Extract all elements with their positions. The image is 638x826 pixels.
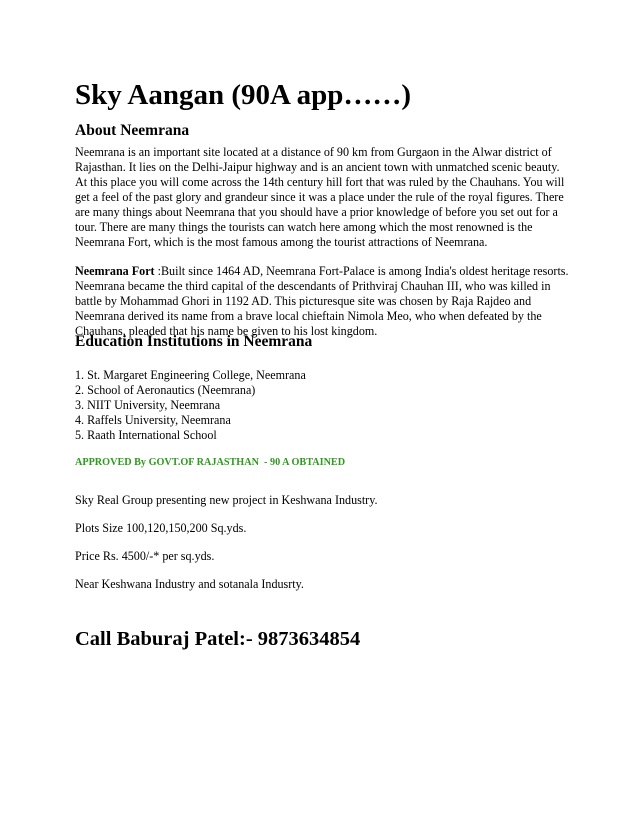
- about-heading: About Neemrana: [75, 122, 190, 139]
- list-item: 2. School of Aeronautics (Neemrana): [75, 383, 256, 397]
- plot-sizes: Plots Size 100,120,150,200 Sq.yds.: [75, 521, 247, 535]
- page-title: Sky Aangan (90A app……): [75, 79, 412, 111]
- location-info: Near Keshwana Industry and sotanala Indusrty.: [75, 577, 304, 591]
- list-item: 5. Raath International School: [75, 428, 217, 442]
- approval-notice: APPROVED By GOVT.OF RAJASTHAN - 90 A OBTAINED: [75, 457, 346, 468]
- list-item: 3. NIIT University, Neemrana: [75, 398, 221, 412]
- fort-label: Neemrana Fort: [75, 264, 155, 278]
- contact-line: Call Baburaj Patel:- 9873634854: [75, 628, 361, 650]
- education-heading: Education Institutions in Neemrana: [75, 333, 313, 350]
- fort-description: :Built since 1464 AD, Neemrana Fort-Palace is among India's oldest heritage resorts. Neemrana became the third capital of the descendants of Prithviraj Chauhan III, who was killed in battle by Mohammad Ghori in 1192 AD. This picturesque site was chosen by Raja Rajdeo and Neemrana derived its name from a brave local chieftain Nimola Meo, who when defeated by the Chauhans, pleaded that his name be given to his lost kingdom.: [75, 264, 569, 338]
- list-item: 4. Raffels University, Neemrana: [75, 413, 231, 427]
- price-info: Price Rs. 4500/-* per sq.yds.: [75, 549, 215, 563]
- about-paragraph: Neemrana is an important site located at a distance of 90 km from Gurgaon in the Alwar district of Rajasthan. It lies on the Delhi-Jaipur highway and is an ancient town with unmatched scenic beauty. At this place you will come across the 14th century hill fort that was ruled by the Chauhans. You will get a feel of the past glory and grandeur since it was a place under the rule of the royal figures. There are many things about Neemrana that you should have a prior knowledge of before you set out for a tour. There are many things the tourists can watch here among which the most renowned is the Neemrana Fort, which is the most famous among the tourist attractions of Neemrana.: [75, 145, 565, 249]
- list-item: 1. St. Margaret Engineering College, Neemrana: [75, 368, 306, 382]
- education-list: [75, 368, 306, 443]
- fort-paragraph: [75, 264, 570, 339]
- project-intro: Sky Real Group presenting new project in Keshwana Industry.: [75, 493, 378, 507]
